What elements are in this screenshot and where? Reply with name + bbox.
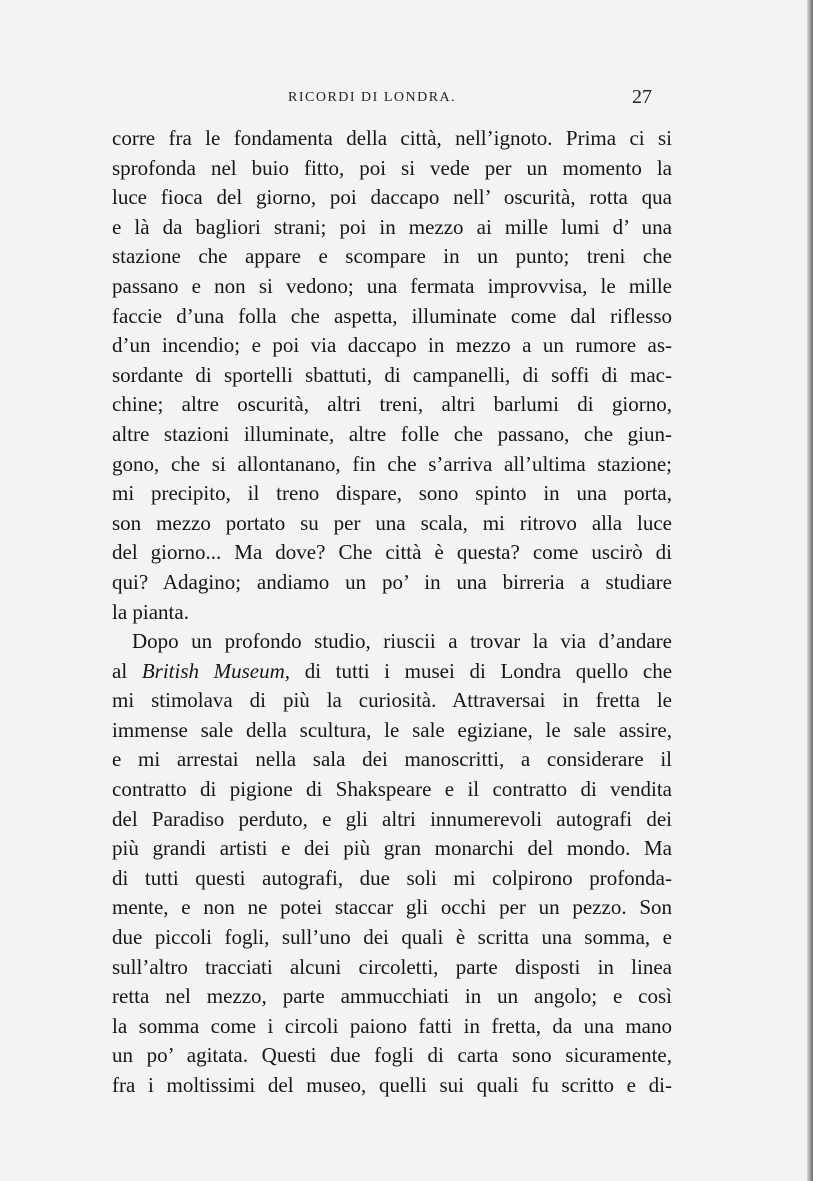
text-line: mi stimolava di più la curiosità. Attraversai in fretta le <box>112 688 672 713</box>
text-line: del giorno... Ma dove? Che città è questa? come uscirò di <box>112 540 672 565</box>
text-line: altre stazioni illuminate, altre folle che passano, che giun- <box>112 421 672 446</box>
text-fragment: al <box>112 658 128 683</box>
text-line: contratto di pigione di Shakspeare e il contratto di vendita <box>112 777 672 802</box>
text-line: mente, e non ne potei staccar gli occhi per un pezzo. Son <box>112 895 672 920</box>
text-line: più grandi artisti e dei più gran monarchi del mondo. Ma <box>112 836 672 861</box>
text-line: sprofonda nel buio fitto, poi si vede per un momento la <box>112 155 672 180</box>
paragraph-2 <box>112 627 672 1101</box>
text-line: d’un incendio; e poi via daccapo in mezzo a un rumore as- <box>112 333 672 358</box>
body-text <box>112 124 672 1101</box>
page-number: 27 <box>632 86 652 108</box>
running-title: RICORDI DI LONDRA. <box>288 90 457 105</box>
text-line: qui? Adagino; andiamo un po’ in una birreria a studiare <box>112 569 672 594</box>
text-fragment: di tutti i musei di Londra quello che <box>304 658 673 683</box>
text-line: immense sale della scultura, le sale egiziane, le sale assire, <box>112 717 672 742</box>
text-line: luce fioca del giorno, poi daccapo nell’ oscurità, rotta qua <box>112 185 672 210</box>
text-line: sordante di sportelli sbattuti, di campanelli, di soffi di mac- <box>112 362 672 387</box>
text-line: faccie d’una folla che aspetta, illuminate come dal riflesso <box>112 303 672 328</box>
page-edge-shadow <box>807 0 813 1181</box>
text-line: passano e non si vedono; una fermata improvvisa, le mille <box>112 273 672 298</box>
text-line: e là da bagliori strani; poi in mezzo ai mille lumi d’ una <box>112 214 672 239</box>
text-line: di tutti questi autografi, due soli mi colpirono profonda- <box>112 865 672 890</box>
text-line: e mi arrestai nella sala dei manoscritti, a considerare il <box>112 747 672 772</box>
text-line: due piccoli fogli, sull’uno dei quali è scritta una somma, e <box>112 925 672 950</box>
text-line: stazione che appare e scompare in un punto; treni che <box>112 244 672 269</box>
text-line: mi precipito, il treno dispare, sono spinto in una porta, <box>112 481 672 506</box>
text-line: un po’ agitata. Questi due fogli di carta sono sicuramente, <box>112 1043 672 1068</box>
text-line: del Paradiso perduto, e gli altri innumerevoli autografi dei <box>112 806 672 831</box>
text-line: sull’altro tracciati alcuni circoletti, parte disposti in linea <box>112 954 672 979</box>
paragraph-1 <box>112 124 672 627</box>
text-line: Dopo un profondo studio, riuscii a trovar la via d’andare <box>132 629 672 654</box>
text-line: retta nel mezzo, parte ammucchiati in un angolo; e così <box>112 984 672 1009</box>
text-line: fra i moltissimi del museo, quelli sui quali fu scritto e di- <box>112 1073 672 1097</box>
italic-title: British Museum, <box>141 658 291 683</box>
text-line: gono, che si allontanano, fin che s’arriva all’ultima stazione; <box>112 451 672 476</box>
text-line: la somma come i circoli paiono fatti in fretta, da una mano <box>112 1013 672 1038</box>
text-line: son mezzo portato su per una scala, mi ritrovo alla luce <box>112 510 672 535</box>
text-line: la pianta. <box>112 599 189 624</box>
text-line <box>112 657 672 687</box>
text-line: chine; altre oscurità, altri treni, altri barlumi di giorno, <box>112 392 672 417</box>
text-line: corre fra le fondamenta della città, nell’ignoto. Prima ci si <box>112 126 672 150</box>
